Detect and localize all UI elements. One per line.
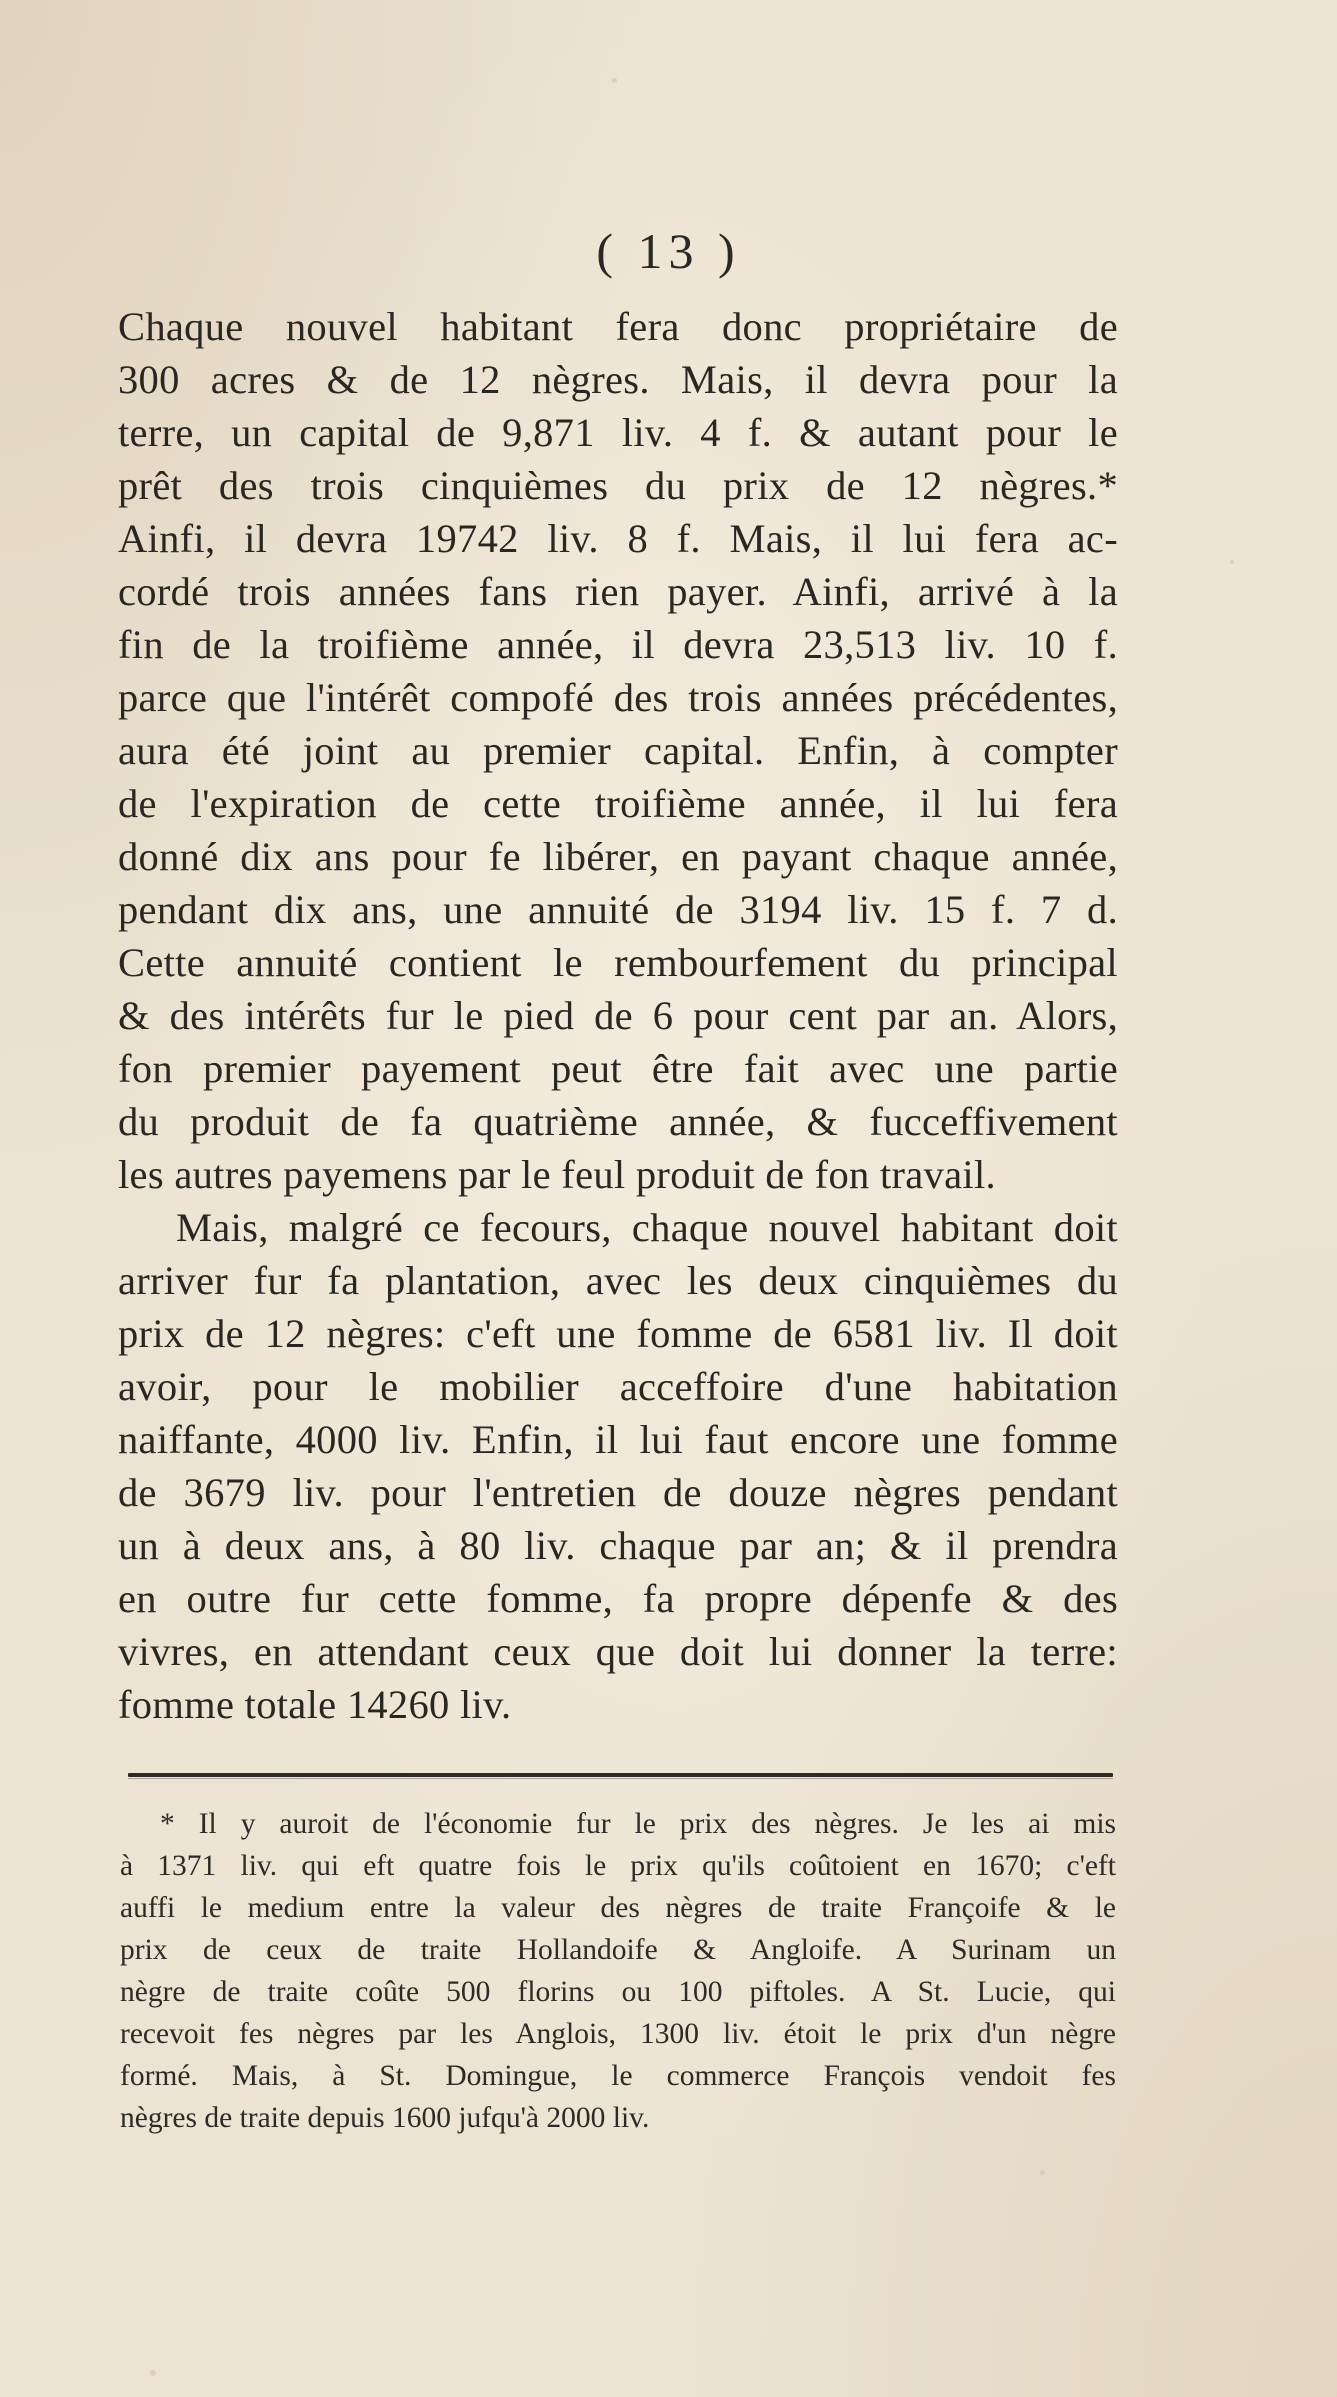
text-line: Ainfi, il devra 19742 liv. 8 f. Mais, il lui fera ac-: [118, 516, 1118, 561]
text-line: de 3679 liv. pour l'entretien de douze nègres pendant: [118, 1470, 1118, 1515]
foxing-spot: [150, 2370, 156, 2376]
text-line: Mais, malgré ce fecours, chaque nouvel habitant doit: [176, 1205, 1118, 1250]
footnote-line: nègres de traite depuis 1600 jufqu'à 2000 liv.: [120, 2102, 650, 2134]
footnote-line: nègre de traite coûte 500 florins ou 100 piftoles. A St. Lucie, qui: [120, 1976, 1116, 2008]
footnote: [120, 1803, 1116, 2139]
footnote-line: prix de ceux de traite Hollandoife & Angloife. A Surinam un: [120, 1934, 1116, 1966]
text-line: un à deux ans, à 80 liv. chaque par an; & il prendra: [118, 1523, 1118, 1568]
text-line: aura été joint au premier capital. Enfin, à compter: [118, 728, 1118, 773]
text-line: terre, un capital de 9,871 liv. 4 f. & autant pour le: [118, 410, 1118, 455]
footnote-line: formé. Mais, à St. Domingue, le commerce François vendoit fes: [120, 2060, 1116, 2092]
text-line: de l'expiration de cette troifième année, il lui fera: [118, 781, 1118, 826]
text-line: fin de la troifième année, il devra 23,513 liv. 10 f.: [118, 622, 1118, 667]
text-line: du produit de fa quatrième année, & fucceffivement: [118, 1099, 1118, 1144]
text-line: prix de 12 nègres: c'eft une fomme de 6581 liv. Il doit: [118, 1311, 1118, 1356]
body-text: [118, 300, 1118, 1731]
text-line: donné dix ans pour fe libérer, en payant chaque année,: [118, 834, 1118, 879]
text-line: vivres, en attendant ceux que doit lui donner la terre:: [118, 1629, 1118, 1674]
text-line: naiffante, 4000 liv. Enfin, il lui faut encore une fomme: [118, 1417, 1118, 1462]
footnote-line: recevoit fes nègres par les Anglois, 1300 liv. étoit le prix d'un nègre: [120, 2018, 1116, 2050]
footnote-line: à 1371 liv. qui eft quatre fois le prix qu'ils coûtoient en 1670; c'eft: [120, 1850, 1116, 1882]
text-line: Cette annuité contient le rembourfement du principal: [118, 940, 1118, 985]
foxing-spot: [1040, 2170, 1045, 2175]
footnote-line: * Il y auroit de l'économie fur le prix des nègres. Je les ai mis: [160, 1808, 1116, 1840]
text-line: avoir, pour le mobilier acceffoire d'une habitation: [118, 1364, 1118, 1409]
text-line: prêt des trois cinquièmes du prix de 12 nègres.*: [118, 463, 1118, 508]
foxing-spot: [1230, 560, 1234, 564]
text-line: cordé trois années fans rien payer. Ainfi, arrivé à la: [118, 569, 1118, 614]
text-line: arriver fur fa plantation, avec les deux cinquièmes du: [118, 1258, 1118, 1303]
text-line: pendant dix ans, une annuité de 3194 liv. 15 f. 7 d.: [118, 887, 1118, 932]
page-number: ( 13 ): [596, 223, 741, 279]
text-line: 300 acres & de 12 nègres. Mais, il devra pour la: [118, 357, 1118, 402]
text-line: & des intérêts fur le pied de 6 pour cent par an. Alors,: [118, 993, 1118, 1038]
text-line: les autres payemens par le feul produit de fon travail.: [118, 1152, 996, 1197]
foxing-spot: [612, 78, 617, 83]
text-line: fon premier payement peut être fait avec une partie: [118, 1046, 1118, 1091]
text-line: parce que l'intérêt compofé des trois années précédentes,: [118, 675, 1118, 720]
footnote-line: auffi le medium entre la valeur des nègres de traite Françoife & le: [120, 1892, 1116, 1924]
footnote-separator-rule: [128, 1773, 1113, 1777]
text-line: fomme totale 14260 liv.: [118, 1682, 512, 1727]
text-line: Chaque nouvel habitant fera donc propriétaire de: [118, 304, 1118, 349]
text-line: en outre fur cette fomme, fa propre dépenfe & des: [118, 1576, 1118, 1621]
